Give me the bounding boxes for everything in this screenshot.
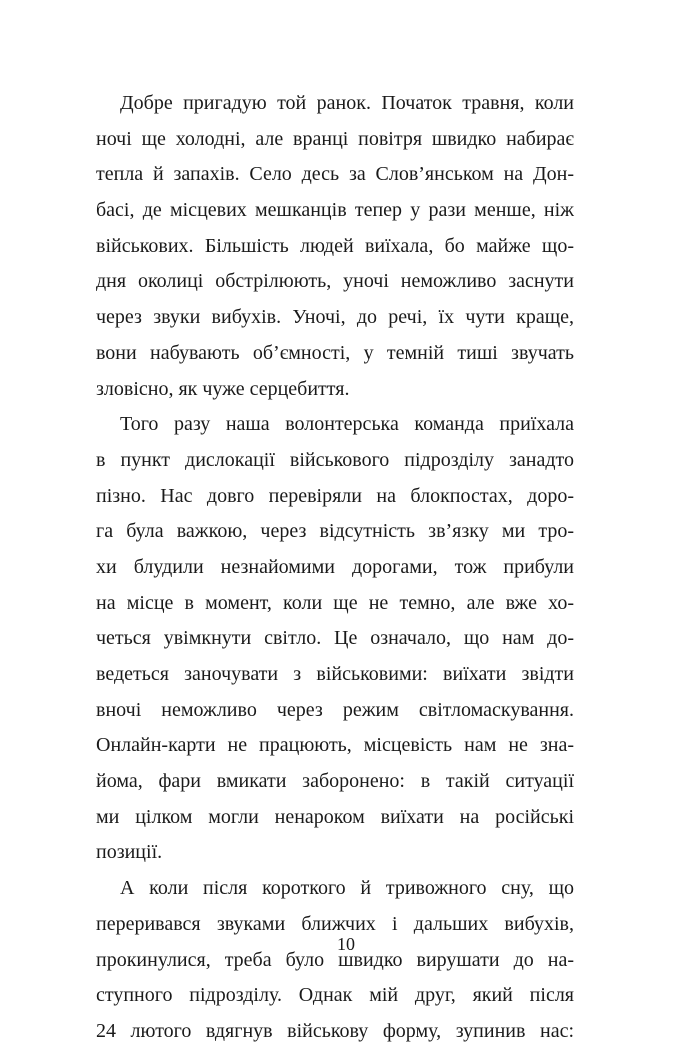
- text-line: хи блудили незнайомими дорогами, тож прибули: [96, 555, 574, 578]
- text-line: через звуки вибухів. Уночі, до речі, їх чути краще,: [96, 306, 574, 329]
- text-line: дня околиці обстрілюють, уночі неможливо заснути: [96, 270, 574, 293]
- text-line: вони набувають об’ємності, у темній тиші звучать: [96, 341, 574, 364]
- text-line: ми цілком могли ненароком виїхати на російські: [96, 805, 574, 828]
- text-line: прокинулися, треба було швидко вирушати до на-: [96, 948, 574, 971]
- text-line: позиції.: [96, 841, 163, 864]
- text-line: Того разу наша волонтерська команда приїхала: [120, 413, 574, 436]
- text-line: військових. Більшість людей виїхала, бо майже що-: [96, 234, 574, 257]
- paragraph: [96, 86, 574, 407]
- body-text: [96, 86, 574, 1050]
- text-line: на місце в момент, коли ще не темно, але вже хо-: [96, 591, 574, 614]
- text-line: ведеться заночувати з військовими: виїхати звідти: [96, 663, 574, 685]
- text-line: басі, де місцевих мешканців тепер у рази менше, ніж: [96, 199, 574, 222]
- text-line: пізно. Нас довго перевіряли на блокпостах, доро-: [96, 484, 574, 507]
- text-line: в пункт дислокації військового підрозділу занадто: [96, 448, 574, 471]
- text-line: четься увімкнути світло. Це означало, що нам до-: [96, 627, 574, 650]
- text-line: зловісно, як чуже серцебиття.: [96, 377, 350, 400]
- text-line: йома, фари вмикати заборонено: в такій ситуації: [96, 770, 574, 793]
- text-line: Онлайн-карти не працюють, місцевість нам не зна-: [96, 734, 574, 757]
- text-line: переривався звуками ближчих і дальших вибухів,: [96, 912, 574, 935]
- text-line: вночі неможливо через режим світломаскування.: [96, 698, 574, 721]
- text-line: Добре пригадую той ранок. Початок травня, коли: [120, 92, 574, 114]
- page-number: 10: [337, 934, 355, 954]
- paragraph: [96, 871, 574, 1049]
- text-line: тепла й запахів. Село десь за Слов’янськом на Дон-: [96, 163, 574, 186]
- text-line: ночі ще холодні, але вранці повітря швидко набирає: [96, 127, 574, 150]
- text-line: А коли після короткого й тривожного сну, що: [120, 877, 574, 900]
- text-line: ступного підрозділу. Однак мій друг, який після: [96, 984, 574, 1007]
- paragraph: [96, 407, 574, 871]
- text-line: 24 лютого вдягнув військову форму, зупинив нас:: [96, 1019, 574, 1042]
- text-line: га була важкою, через відсутність зв’язку ми тро-: [96, 520, 574, 543]
